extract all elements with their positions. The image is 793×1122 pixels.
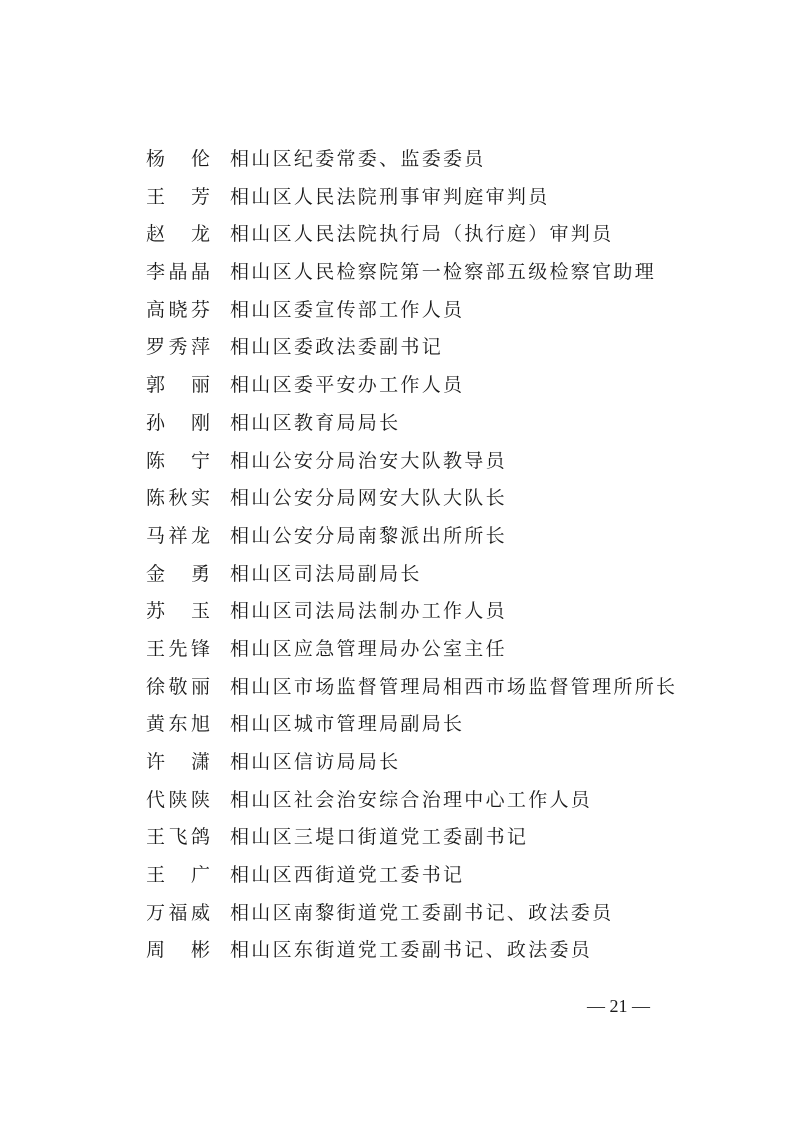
person-name: 王广	[146, 864, 210, 887]
list-item	[0, 216, 793, 254]
list-item	[0, 405, 793, 443]
person-title: 相山区人民检察院第一检察部五级检察官助理	[230, 261, 657, 284]
personnel-list	[0, 141, 793, 970]
person-name: 马祥龙	[146, 524, 210, 547]
person-title: 相山区应急管理局办公室主任	[230, 637, 507, 660]
list-item	[0, 556, 793, 594]
person-title: 相山区社会治安综合治理中心工作人员	[230, 788, 593, 811]
person-title: 相山区三堤口街道党工委副书记	[230, 826, 529, 849]
person-name: 李晶晶	[146, 261, 210, 284]
list-item	[0, 518, 793, 556]
list-item	[0, 895, 793, 933]
list-item	[0, 706, 793, 744]
person-name: 徐敬丽	[146, 675, 210, 698]
person-name: 孙刚	[146, 411, 210, 434]
person-title: 相山区司法局副局长	[230, 562, 422, 585]
page-number: — 21 —	[587, 996, 650, 1016]
person-name: 陈秋实	[146, 487, 210, 510]
person-name: 罗秀萍	[146, 336, 210, 359]
list-item	[0, 292, 793, 330]
list-item	[0, 782, 793, 820]
list-item	[0, 744, 793, 782]
list-item	[0, 932, 793, 970]
person-name: 陈宁	[146, 449, 210, 472]
person-name: 代陕陕	[146, 788, 210, 811]
list-item	[0, 669, 793, 707]
person-title: 相山区委宣传部工作人员	[230, 298, 465, 321]
person-name: 郭丽	[146, 374, 210, 397]
list-item	[0, 367, 793, 405]
person-title: 相山区城市管理局副局长	[230, 713, 465, 736]
list-item	[0, 480, 793, 518]
list-item	[0, 443, 793, 481]
person-name: 王先锋	[146, 637, 210, 660]
person-name: 周彬	[146, 939, 210, 962]
person-title: 相山区教育局局长	[230, 411, 401, 434]
person-name: 苏玉	[146, 600, 210, 623]
list-item	[0, 141, 793, 179]
list-item	[0, 819, 793, 857]
list-item	[0, 179, 793, 217]
person-name: 高晓芬	[146, 298, 210, 321]
person-title: 相山区南黎街道党工委副书记、政法委员	[230, 901, 614, 924]
person-name: 黄东旭	[146, 713, 210, 736]
person-name: 万福威	[146, 901, 210, 924]
list-item	[0, 329, 793, 367]
person-title: 相山区纪委常委、监委委员	[230, 148, 486, 170]
person-title: 相山区市场监督管理局相西市场监督管理所所长	[230, 675, 678, 698]
person-title: 相山区信访局局长	[230, 751, 401, 773]
person-title: 相山区东街道党工委副书记、政法委员	[230, 939, 593, 962]
person-title: 相山区委平安办工作人员	[230, 374, 465, 397]
person-title: 相山公安分局治安大队教导员	[230, 449, 507, 472]
person-name: 金勇	[146, 562, 210, 585]
person-name: 赵龙	[146, 223, 210, 246]
list-item	[0, 254, 793, 292]
person-name: 王芳	[146, 185, 210, 208]
person-name: 许潇	[146, 751, 210, 773]
person-title: 相山公安分局南黎派出所所长	[230, 524, 507, 547]
person-title: 相山区西街道党工委书记	[230, 864, 465, 887]
person-title: 相山区人民法院刑事审判庭审判员	[230, 185, 550, 208]
list-item	[0, 631, 793, 669]
person-name: 王飞鸽	[146, 826, 210, 849]
person-name: 杨伦	[146, 148, 210, 170]
list-item	[0, 857, 793, 895]
person-title: 相山公安分局网安大队大队长	[230, 487, 507, 510]
list-item	[0, 593, 793, 631]
person-title: 相山区司法局法制办工作人员	[230, 600, 507, 623]
person-title: 相山区委政法委副书记	[230, 336, 444, 359]
person-title: 相山区人民法院执行局（执行庭）审判员	[230, 223, 614, 246]
